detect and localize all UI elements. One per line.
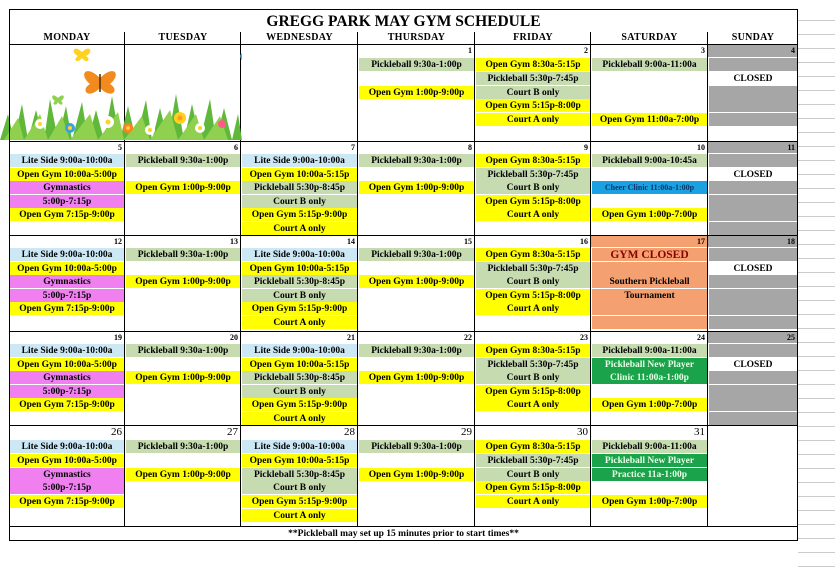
schedule-entry xyxy=(592,302,707,315)
spreadsheet-gridline xyxy=(798,426,835,427)
day-number: 5 xyxy=(118,143,122,152)
schedule-entry xyxy=(10,412,124,425)
schedule-entry: Court B only xyxy=(476,275,590,288)
schedule-entry xyxy=(359,385,474,398)
schedule-entry xyxy=(592,222,707,235)
day-number: 24 xyxy=(697,333,705,342)
spreadsheet-gridline xyxy=(798,538,835,539)
schedule-entry: Pickleball 9:00a-11:00a xyxy=(592,344,707,357)
spreadsheet-gridline xyxy=(798,20,835,21)
header-thursday: THURSDAY xyxy=(387,32,446,43)
spreadsheet-gridline xyxy=(798,34,835,35)
spreadsheet-gridline xyxy=(798,370,835,371)
spreadsheet-gridline xyxy=(798,496,835,497)
spreadsheet-gridline xyxy=(798,76,835,77)
schedule-entry: Practice 11a-1:00p xyxy=(592,468,707,481)
schedule-entry: Court B only xyxy=(242,195,357,208)
schedule-entry: Pickleball New Player xyxy=(592,454,707,467)
schedule-entry: Open Gym 5:15p-9:00p xyxy=(242,302,357,315)
spreadsheet-gridline xyxy=(798,566,835,567)
schedule-entry: Southern Pickleball xyxy=(592,275,707,288)
spreadsheet-gridline xyxy=(798,468,835,469)
schedule-entry: 5:00p-7:15p xyxy=(10,481,124,494)
column-divider xyxy=(707,32,708,526)
schedule-entry: Pickleball 9:30a-1:00p xyxy=(126,440,240,453)
day-number: 17 xyxy=(697,237,705,246)
schedule-entry: Pickleball 9:30a-1:00p xyxy=(126,154,240,167)
day-number: 14 xyxy=(347,237,355,246)
butterfly-small-icon xyxy=(52,95,64,104)
day-number: 28 xyxy=(344,426,355,438)
schedule-entry: Court B only xyxy=(242,289,357,302)
schedule-entry xyxy=(709,385,797,398)
schedule-entry: 5:00p-7:15p xyxy=(10,289,124,302)
spreadsheet-gridline xyxy=(798,272,835,273)
schedule-entry: Pickleball 9:00a-10:45a xyxy=(592,154,707,167)
spreadsheet-gridline xyxy=(798,454,835,455)
schedule-entry: Clinic 11:00a-1:00p xyxy=(592,371,707,384)
schedule-entry: Pickleball 5:30p-8:45p xyxy=(242,371,357,384)
schedule-entry xyxy=(592,195,707,208)
schedule-entry: Open Gym 1:00p-9:00p xyxy=(126,275,240,288)
schedule-entry: Lite Side 9:00a-10:00a xyxy=(10,248,124,261)
spreadsheet-gridline xyxy=(798,202,835,203)
schedule-entry: Court A only xyxy=(476,113,590,126)
schedule-entry: CLOSED xyxy=(709,262,797,275)
schedule-entry: Open Gym 1:00p-9:00p xyxy=(359,181,474,194)
schedule-entry: Open Gym 5:15p-8:00p xyxy=(476,99,590,112)
schedule-entry xyxy=(709,195,797,208)
day-number: 25 xyxy=(787,333,795,342)
schedule-entry: Open Gym 10:00a-5:15p xyxy=(242,168,357,181)
schedule-entry xyxy=(359,481,474,494)
schedule-entry: Lite Side 9:00a-10:00a xyxy=(10,344,124,357)
schedule-entry xyxy=(476,509,590,522)
schedule-entry: Court B only xyxy=(242,385,357,398)
schedule-entry xyxy=(709,86,797,99)
schedule-entry: Open Gym 1:00p-7:00p xyxy=(592,495,707,508)
day-number: 4 xyxy=(791,46,795,55)
schedule-entry: Open Gym 8:30a-5:15p xyxy=(476,344,590,357)
schedule-entry xyxy=(592,86,707,99)
schedule-entry xyxy=(709,99,797,112)
spreadsheet-gridline xyxy=(798,118,835,119)
schedule-entry xyxy=(126,208,240,221)
schedule-entry xyxy=(10,509,124,522)
day-number: 22 xyxy=(464,333,472,342)
schedule-entry xyxy=(709,398,797,411)
spreadsheet-gridline xyxy=(798,216,835,217)
schedule-entry: Court A only xyxy=(242,222,357,235)
schedule-entry: Lite Side 9:00a-10:00a xyxy=(242,440,357,453)
schedule-entry: Pickleball 9:30a-1:00p xyxy=(359,344,474,357)
schedule-entry: Pickleball 9:30a-1:00p xyxy=(359,154,474,167)
schedule-entry xyxy=(359,262,474,275)
column-divider xyxy=(357,32,358,526)
schedule-entry: Gymnastics xyxy=(10,468,124,481)
schedule-entry: Pickleball 5:30p-7:45p xyxy=(476,454,590,467)
schedule-entry xyxy=(709,113,797,126)
spreadsheet-gridline xyxy=(798,48,835,49)
schedule-entry: Court A only xyxy=(476,495,590,508)
schedule-entry xyxy=(126,316,240,329)
schedule-entry xyxy=(592,262,707,275)
schedule-entry xyxy=(359,113,474,126)
week-divider xyxy=(9,235,798,236)
schedule-entry: Lite Side 9:00a-10:00a xyxy=(242,154,357,167)
schedule-entry xyxy=(126,302,240,315)
day-number: 31 xyxy=(694,426,705,438)
schedule-entry xyxy=(359,495,474,508)
schedule-entry xyxy=(476,412,590,425)
schedule-entry: Open Gym 5:15p-8:00p xyxy=(476,289,590,302)
week-divider xyxy=(9,141,798,142)
schedule-entry: Open Gym 8:30a-5:15p xyxy=(476,58,590,71)
schedule-entry: Lite Side 9:00a-10:00a xyxy=(242,248,357,261)
spreadsheet-gridline xyxy=(798,90,835,91)
schedule-entry: CLOSED xyxy=(709,358,797,371)
day-number: 16 xyxy=(580,237,588,246)
schedule-entry: Open Gym 10:00a-5:15p xyxy=(242,262,357,275)
spreadsheet-gridline xyxy=(798,230,835,231)
schedule-entry xyxy=(359,168,474,181)
page-title: GREGG PARK MAY GYM SCHEDULE xyxy=(9,9,798,32)
schedule-entry: Gymnastics xyxy=(10,275,124,288)
day-number: 12 xyxy=(114,237,122,246)
schedule-entry xyxy=(709,275,797,288)
day-number: 21 xyxy=(347,333,355,342)
schedule-entry: Cheer Clinic 11:00a-1:00p xyxy=(592,181,707,194)
schedule-entry xyxy=(359,195,474,208)
schedule-entry: Open Gym 1:00p-7:00p xyxy=(592,398,707,411)
schedule-entry: Open Gym 7:15p-9:00p xyxy=(10,302,124,315)
spreadsheet-gridline xyxy=(798,174,835,175)
day-number: 26 xyxy=(111,426,122,438)
butterfly-yellow-icon xyxy=(74,49,91,61)
day-number: 29 xyxy=(461,426,472,438)
day-number: 20 xyxy=(230,333,238,342)
spreadsheet-gridline xyxy=(798,398,835,399)
schedule-entry xyxy=(592,99,707,112)
footnote: **Pickleball may set up 15 minutes prior to start times** xyxy=(9,526,798,541)
schedule-entry: Court B only xyxy=(242,481,357,494)
schedule-entry: Open Gym 7:15p-9:00p xyxy=(10,398,124,411)
spreadsheet-gridline xyxy=(798,146,835,147)
schedule-entry xyxy=(709,316,797,329)
schedule-entry: Pickleball 5:30p-7:45p xyxy=(476,358,590,371)
schedule-entry: Open Gym 7:15p-9:00p xyxy=(10,495,124,508)
schedule-entry xyxy=(592,481,707,494)
schedule-entry: Pickleball 5:30p-8:45p xyxy=(242,275,357,288)
schedule-entry xyxy=(126,495,240,508)
schedule-entry xyxy=(126,222,240,235)
schedule-entry: Pickleball 9:30a-1:00p xyxy=(126,344,240,357)
schedule-entry: Open Gym 1:00p-9:00p xyxy=(126,181,240,194)
schedule-entry: Gymnastics xyxy=(10,181,124,194)
spreadsheet-gridline xyxy=(798,440,835,441)
schedule-entry xyxy=(476,316,590,329)
column-divider xyxy=(590,32,591,526)
schedule-entry: Tournament xyxy=(592,289,707,302)
header-monday: MONDAY xyxy=(43,32,91,43)
schedule-entry: Court A only xyxy=(476,208,590,221)
schedule-entry xyxy=(359,302,474,315)
schedule-entry xyxy=(592,72,707,85)
schedule-entry xyxy=(359,412,474,425)
schedule-entry: Open Gym 10:00a-5:00p xyxy=(10,358,124,371)
schedule-entry: Open Gym 5:15p-9:00p xyxy=(242,495,357,508)
week-divider xyxy=(9,331,798,332)
schedule-entry: Open Gym 10:00a-5:00p xyxy=(10,168,124,181)
schedule-entry: Open Gym 7:15p-9:00p xyxy=(10,208,124,221)
day-number: 8 xyxy=(468,143,472,152)
schedule-entry xyxy=(126,168,240,181)
schedule-entry: Open Gym 8:30a-5:15p xyxy=(476,248,590,261)
schedule-entry xyxy=(709,154,797,167)
schedule-entry: Open Gym 1:00p-9:00p xyxy=(126,371,240,384)
week-divider xyxy=(9,425,798,426)
schedule-entry: Gymnastics xyxy=(10,371,124,384)
schedule-entry: Open Gym 5:15p-9:00p xyxy=(242,398,357,411)
spreadsheet-gridline xyxy=(798,300,835,301)
schedule-entry: Open Gym 5:15p-8:00p xyxy=(476,481,590,494)
schedule-entry xyxy=(126,262,240,275)
schedule-entry: Open Gym 5:15p-8:00p xyxy=(476,195,590,208)
schedule-entry xyxy=(709,371,797,384)
day-number: 9 xyxy=(584,143,588,152)
schedule-entry: Pickleball 5:30p-8:45p xyxy=(242,181,357,194)
schedule-entry: Lite Side 9:00a-10:00a xyxy=(10,440,124,453)
schedule-entry: Court A only xyxy=(242,412,357,425)
schedule-entry: Open Gym 1:00p-9:00p xyxy=(359,86,474,99)
schedule-entry xyxy=(709,344,797,357)
spreadsheet-gridline xyxy=(798,412,835,413)
schedule-entry: Pickleball New Player xyxy=(592,358,707,371)
spreadsheet-gridline xyxy=(798,104,835,105)
schedule-entry: Open Gym 11:00a-7:00p xyxy=(592,113,707,126)
day-number: 15 xyxy=(464,237,472,246)
schedule-entry: Open Gym 10:00a-5:00p xyxy=(10,454,124,467)
spreadsheet-gridline xyxy=(798,524,835,525)
schedule-entry: Lite Side 9:00a-10:00a xyxy=(242,344,357,357)
schedule-entry: Court B only xyxy=(476,468,590,481)
butterfly-blue-icon xyxy=(240,53,242,68)
header-tuesday: TUESDAY xyxy=(158,32,208,43)
day-number: 2 xyxy=(584,46,588,55)
schedule-entry xyxy=(709,248,797,261)
schedule-entry xyxy=(592,385,707,398)
spreadsheet-gridline xyxy=(798,160,835,161)
schedule-entry: Lite Side 9:00a-10:00a xyxy=(10,154,124,167)
column-divider xyxy=(797,32,798,526)
schedule-entry xyxy=(592,316,707,329)
schedule-entry: GYM CLOSED xyxy=(592,248,707,261)
schedule-entry xyxy=(359,509,474,522)
schedule-entry: Court B only xyxy=(476,371,590,384)
schedule-entry: Pickleball 5:30p-7:45p xyxy=(476,72,590,85)
day-number: 3 xyxy=(701,46,705,55)
schedule-entry xyxy=(592,412,707,425)
day-number: 19 xyxy=(114,333,122,342)
schedule-entry: Pickleball 9:30a-1:00p xyxy=(359,440,474,453)
schedule-entry xyxy=(359,398,474,411)
schedule-entry: Open Gym 1:00p-9:00p xyxy=(359,371,474,384)
spreadsheet-gridline xyxy=(798,132,835,133)
spreadsheet-gridline xyxy=(798,258,835,259)
schedule-entry: Pickleball 9:30a-1:00p xyxy=(126,248,240,261)
schedule-entry xyxy=(709,181,797,194)
schedule-entry: Pickleball 5:30p-7:45p xyxy=(476,262,590,275)
schedule-entry xyxy=(126,385,240,398)
day-number: 1 xyxy=(468,46,472,55)
spreadsheet-gridline xyxy=(798,62,835,63)
schedule-entry: Open Gym 1:00p-7:00p xyxy=(592,208,707,221)
schedule-entry: Open Gym 8:30a-5:15p xyxy=(476,154,590,167)
spreadsheet-gridline xyxy=(798,482,835,483)
schedule-entry: Court A only xyxy=(242,509,357,522)
schedule-entry xyxy=(359,316,474,329)
spreadsheet-gridline xyxy=(798,510,835,511)
schedule-entry xyxy=(359,222,474,235)
schedule-entry: Open Gym 1:00p-9:00p xyxy=(359,468,474,481)
spreadsheet-gridline xyxy=(798,552,835,553)
schedule-entry xyxy=(126,454,240,467)
schedule-entry xyxy=(709,302,797,315)
column-divider xyxy=(474,32,475,526)
schedule-entry xyxy=(10,222,124,235)
schedule-entry: Court A only xyxy=(476,302,590,315)
schedule-entry xyxy=(592,168,707,181)
schedule-entry: Court A only xyxy=(242,316,357,329)
header-friday: FRIDAY xyxy=(513,32,553,43)
schedule-entry: Pickleball 9:30a-1:00p xyxy=(359,248,474,261)
schedule-entry xyxy=(709,58,797,71)
schedule-entry: Pickleball 9:00a-11:00a xyxy=(592,58,707,71)
schedule-entry xyxy=(709,208,797,221)
schedule-entry xyxy=(126,509,240,522)
spreadsheet-gridline xyxy=(798,244,835,245)
schedule-entry xyxy=(709,222,797,235)
day-number: 11 xyxy=(787,143,795,152)
spreadsheet-gridline xyxy=(798,384,835,385)
grass-illustration xyxy=(0,94,242,140)
schedule-entry xyxy=(592,509,707,522)
day-number: 27 xyxy=(227,426,238,438)
schedule-entry: Open Gym 1:00p-9:00p xyxy=(126,468,240,481)
day-number: 18 xyxy=(787,237,795,246)
schedule-entry: CLOSED xyxy=(709,168,797,181)
schedule-entry: Open Gym 10:00a-5:15p xyxy=(242,358,357,371)
schedule-entry: Open Gym 10:00a-5:00p xyxy=(10,262,124,275)
schedule-entry: 5:00p-7:15p xyxy=(10,195,124,208)
schedule-entry: Court B only xyxy=(476,181,590,194)
schedule-entry: Pickleball 9:30a-1:00p xyxy=(359,58,474,71)
butterfly-orange-icon xyxy=(84,71,116,94)
day-number: 23 xyxy=(580,333,588,342)
day-number: 13 xyxy=(230,237,238,246)
schedule-entry xyxy=(10,316,124,329)
schedule-entry: Open Gym 5:15p-9:00p xyxy=(242,208,357,221)
schedule-entry xyxy=(359,99,474,112)
schedule-entry: Open Gym 5:15p-8:00p xyxy=(476,385,590,398)
schedule-entry xyxy=(709,289,797,302)
header-sunday: SUNDAY xyxy=(731,32,775,43)
spreadsheet-gridline xyxy=(798,188,835,189)
schedule-entry xyxy=(476,222,590,235)
schedule-entry xyxy=(126,195,240,208)
schedule-entry xyxy=(126,289,240,302)
schedule-entry xyxy=(359,358,474,371)
schedule-entry: Open Gym 1:00p-9:00p xyxy=(359,275,474,288)
day-number: 6 xyxy=(234,143,238,152)
schedule-entry: 5:00p-7:15p xyxy=(10,385,124,398)
spreadsheet-gridline xyxy=(798,286,835,287)
day-number: 10 xyxy=(697,143,705,152)
spreadsheet-gridline xyxy=(798,356,835,357)
schedule-entry: Pickleball 5:30p-7:45p xyxy=(476,168,590,181)
header-wednesday: WEDNESDAY xyxy=(266,32,333,43)
schedule-entry xyxy=(126,358,240,371)
schedule-entry: CLOSED xyxy=(709,72,797,85)
schedule-entry: Court B only xyxy=(476,86,590,99)
flower-butterfly-illustration xyxy=(0,44,242,140)
schedule-entry xyxy=(709,412,797,425)
header-saturday: SATURDAY xyxy=(621,32,678,43)
spreadsheet-gridline xyxy=(798,314,835,315)
schedule-entry xyxy=(359,454,474,467)
day-number: 30 xyxy=(577,426,588,438)
schedule-entry xyxy=(359,208,474,221)
schedule-entry xyxy=(126,412,240,425)
day-number: 7 xyxy=(351,143,355,152)
schedule-entry: Pickleball 5:30p-8:45p xyxy=(242,468,357,481)
spreadsheet-gridline xyxy=(798,328,835,329)
schedule-entry: Court A only xyxy=(476,398,590,411)
schedule-entry: Pickleball 9:00a-11:00a xyxy=(592,440,707,453)
schedule-entry xyxy=(126,398,240,411)
schedule-entry: Open Gym 10:00a-5:15p xyxy=(242,454,357,467)
schedule-entry xyxy=(359,72,474,85)
schedule-entry xyxy=(126,481,240,494)
schedule-entry: Open Gym 8:30a-5:15p xyxy=(476,440,590,453)
spreadsheet-gridline xyxy=(798,342,835,343)
schedule-entry xyxy=(359,289,474,302)
